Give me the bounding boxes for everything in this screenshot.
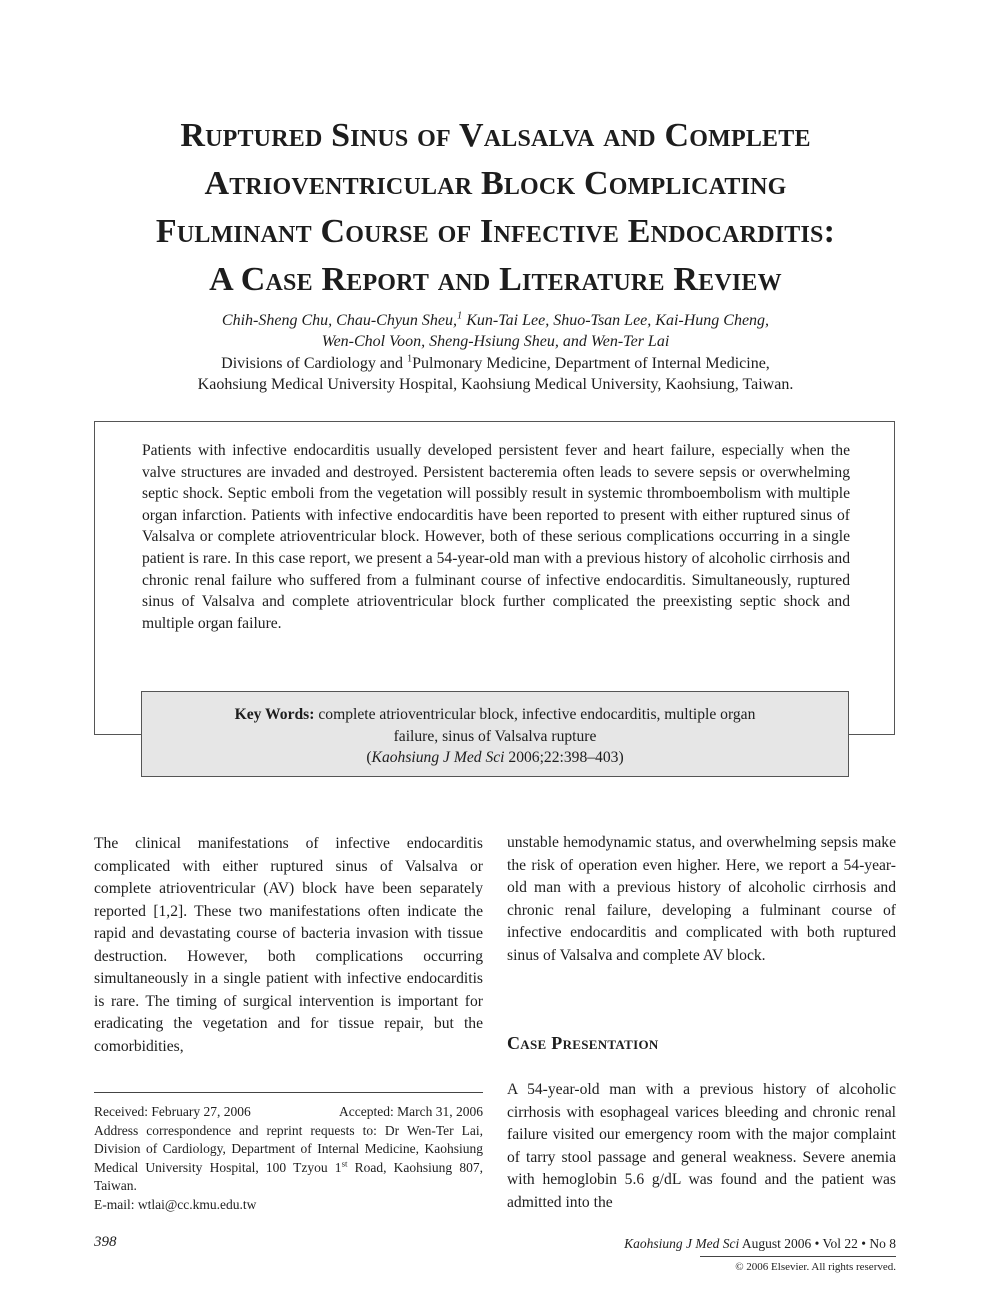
title-line: Atrioventricular Block Complicating <box>204 165 787 202</box>
case-presentation-text: A 54-year-old man with a previous history of alcoholic cirrhosis with esophageal varices bleeding and chronic renal failure visited our emergency room with the major complaint of tarry stool passage and general weakness. Severe anemia with hemoglobin 5.6 g/dL was found and the patient was admitted into the <box>507 1081 896 1211</box>
ordinal-suffix: st <box>341 1158 348 1169</box>
affiliations <box>70 353 921 395</box>
footnote <box>94 1103 483 1215</box>
keywords-text: failure, sinus of Valsalva rupture <box>393 727 597 745</box>
journal-footer <box>624 1236 896 1252</box>
body-left-column: The clinical manifestations of infective endocarditis complicated with either ruptured sinus of Valsalva or complete atrioventricular (AV) block have been separately reported [1,2]. These two manifestations often indicate the rapid and devastating course of bacteria invasion with tissue destruction. However, both complications occurring simultaneously in a single patient with infective endocarditis is rare. The timing of surgical intervention is important for eradicating the vegetation and for tissue repair, but the comorbidities, <box>94 835 483 1055</box>
email: E-mail: wtlai@cc.kmu.edu.tw <box>94 1196 257 1212</box>
keywords-text: complete atrioventricular block, infective endocarditis, multiple organ <box>314 706 756 723</box>
section-heading: Case Presentation <box>507 1033 659 1053</box>
affiliation-marker: 1 <box>457 310 463 322</box>
correspondence-address <box>94 1122 483 1196</box>
keywords-label: Key Words: <box>234 706 315 723</box>
affiliation-part: Divisions of Cardiology and <box>221 355 407 372</box>
journal-name: Kaohsiung J Med Sci <box>624 1236 740 1251</box>
footnote-divider <box>94 1092 483 1093</box>
page-number: 398 <box>94 1234 117 1250</box>
affiliation-part: Pulmonary Medicine, Department of Internal Medicine, <box>412 355 770 372</box>
citation-detail: 2006;22:398–403) <box>504 749 624 766</box>
issue-info: August 2006 • Vol 22 • No 8 <box>739 1236 896 1251</box>
abstract-text: Patients with infective endocarditis usually developed persistent fever and heart failure, especially when the valve structures are invaded and destroyed. Persistent bacteremia often leads to severe sepsis or overwhelming septic shock. Septic emboli from the vegetation will possibly result in systemic thromboembolism with multiple organ infarction. Patients with infective endocarditis have been reported to present with either ruptured sinus of Valsalva or complete atrioventricular block. However, both of these serious complications occurring in a single patient is rare. In this case report, we present a 54-year-old man with a previous history of alcoholic cirrhosis and chronic renal failure who suffered from a fulminant course of infective endocarditis. Simultaneously, ruptured sinus of Valsalva and complete atrioventricular block further complicated the preexisting septic shock and multiple organ failure. <box>142 442 850 632</box>
citation-journal: Kaohsiung J Med Sci <box>371 749 505 766</box>
title-line: Fulminant Course of Infective Endocarditis: <box>155 213 836 250</box>
affiliation-line: Kaohsiung Medical University Hospital, Kaohsiung Medical University, Kaohsiung, Taiwan. <box>197 376 794 393</box>
received-date: Received: February 27, 2006 <box>94 1104 251 1119</box>
footer-divider <box>700 1256 896 1257</box>
address-text: Road, Kaohsiung 807, Taiwan. <box>94 1159 483 1194</box>
title-line: Ruptured Sinus of Valsalva and Complete <box>180 117 811 154</box>
affiliation-marker: 1 <box>406 353 413 365</box>
author-list <box>70 310 921 352</box>
keywords-box <box>141 691 849 777</box>
authors-part: Kun-Tai Lee, Shuo-Tsan Lee, Kai-Hung Cheng, <box>462 312 770 329</box>
citation-paren: ( <box>366 749 372 766</box>
accepted-date: Accepted: March 31, 2006 <box>339 1104 483 1119</box>
paper-title <box>70 112 921 304</box>
address-text: Address correspondence and reprint requests to: Dr Wen-Ter Lai, Division of Cardiology, Department of Internal Medicine, Kaohsiung Medical University Hospital, 100 Tzyou 1 <box>94 1122 483 1175</box>
authors-line: Wen-Chol Voon, Sheng-Hsiung Sheu, and Wen-Ter Lai <box>321 333 670 350</box>
body-right-column: unstable hemodynamic status, and overwhelming sepsis make the risk of operation even higher. Here, we report a 54-year-old man with a previous history of alcoholic cirrhosis and chronic renal failure, developing a fulminant course of infective endocarditis and complicated with both ruptured sinus of Valsalva and complete AV block. <box>507 834 896 964</box>
copyright: © 2006 Elsevier. All rights reserved. <box>735 1261 896 1273</box>
authors-part: Chih-Sheng Chu, Chau-Chyun Sheu, <box>221 312 458 329</box>
title-line: A Case Report and Literature Review <box>209 261 782 298</box>
